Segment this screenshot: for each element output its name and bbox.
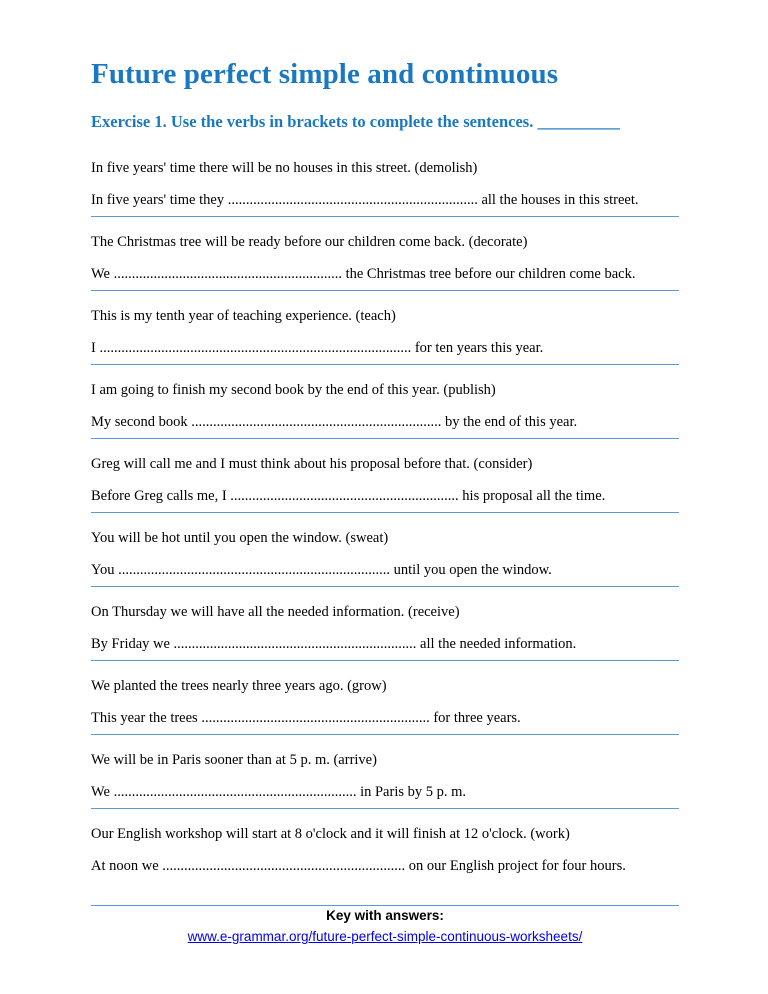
item-question: We will be in Paris sooner than at 5 p. m. (arrive)	[91, 752, 377, 768]
exercise-item-4	[91, 365, 679, 439]
exercise-list	[91, 143, 679, 906]
item-question: This is my tenth year of teaching experience. (teach)	[91, 308, 396, 324]
item-answer-line: In five years' time they ..................................................................... all the houses in this street.	[91, 192, 639, 208]
exercise-item-7	[91, 587, 679, 661]
item-answer-line: This year the trees ............................................................... for three years.	[91, 710, 521, 726]
answer-key-footer	[91, 908, 679, 946]
item-answer-line: By Friday we ................................................................... all the needed information.	[91, 636, 577, 652]
page-title: Future perfect simple and continuous	[91, 58, 559, 90]
exercise-heading: Exercise 1. Use the verbs in brackets to complete the sentences. __________	[91, 112, 620, 131]
exercise-item-6	[91, 513, 679, 587]
item-question: You will be hot until you open the window. (sweat)	[91, 530, 389, 546]
exercise-item-2	[91, 217, 679, 291]
item-answer-line: You ........................................................................... until you open the window.	[91, 562, 552, 578]
item-answer-line: We ................................................................... in Paris by 5 p. m.	[91, 784, 467, 800]
item-question: The Christmas tree will be ready before our children come back. (decorate)	[91, 234, 528, 250]
exercise-item-5	[91, 439, 679, 513]
item-answer-line: We ............................................................... the Christmas tree before our children come back.	[91, 266, 636, 282]
item-question: Our English workshop will start at 8 o'clock and it will finish at 12 o'clock. (work)	[91, 826, 570, 842]
answer-key-label: Key with answers:	[326, 908, 444, 923]
item-question: Greg will call me and I must think about his proposal before that. (consider)	[91, 456, 533, 472]
item-answer-line: Before Greg calls me, I ............................................................... his proposal all the time.	[91, 488, 606, 504]
exercise-item-8	[91, 661, 679, 735]
exercise-item-3	[91, 291, 679, 365]
item-answer-line: My second book ..................................................................... by the end of this year.	[91, 414, 578, 430]
item-question: In five years' time there will be no houses in this street. (demolish)	[91, 160, 478, 176]
exercise-item-1	[91, 143, 679, 217]
item-question: On Thursday we will have all the needed information. (receive)	[91, 604, 460, 620]
exercise-item-9	[91, 735, 679, 809]
item-answer-line: I ...................................................................................... for ten years this year.	[91, 340, 544, 356]
item-answer-line: At noon we ................................................................... on our English project for four hours.	[91, 858, 626, 874]
item-question: We planted the trees nearly three years ago. (grow)	[91, 678, 387, 694]
exercise-item-10	[91, 809, 679, 906]
answer-key-link[interactable]: www.e-grammar.org/future-perfect-simple-continuous-worksheets/	[187, 929, 583, 944]
item-question: I am going to finish my second book by the end of this year. (publish)	[91, 382, 496, 398]
